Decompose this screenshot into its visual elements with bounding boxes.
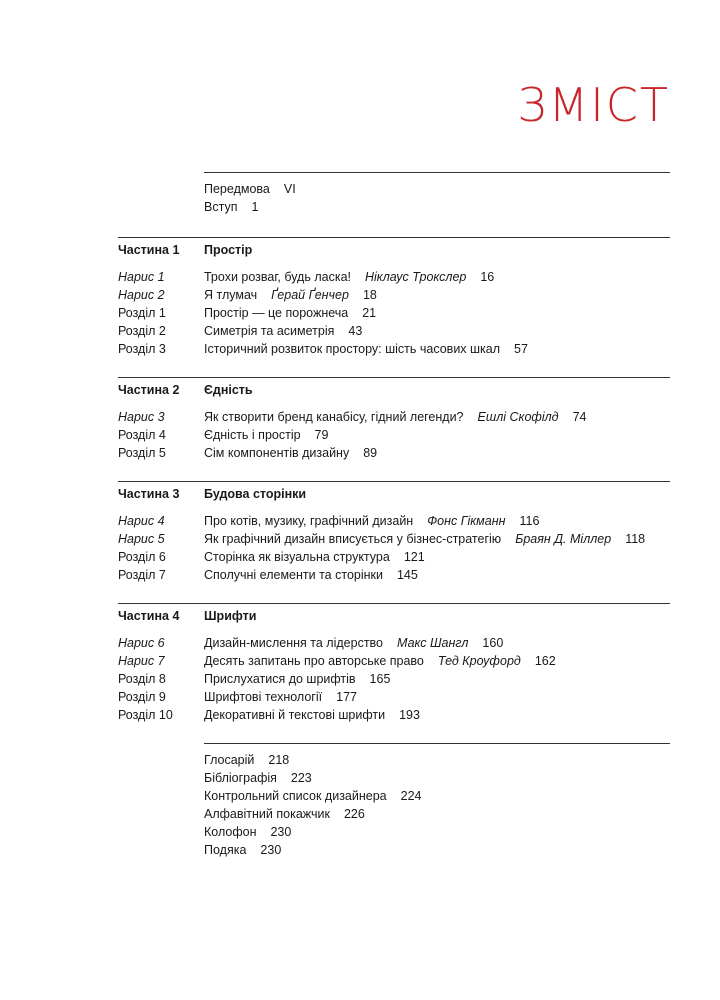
entry-title: Симетрія та асиметрія xyxy=(204,324,335,338)
entry-page: 177 xyxy=(336,690,357,704)
entry-author: Браян Д. Міллер xyxy=(515,532,612,546)
toc-entry[interactable] xyxy=(118,286,670,304)
part-label: Частина 2 xyxy=(118,383,180,397)
entry-page: VI xyxy=(283,182,296,196)
toc-entry[interactable] xyxy=(118,444,670,462)
toc-entry[interactable] xyxy=(118,706,670,724)
entry-title: Про котів, музику, графічний дизайн xyxy=(204,514,414,528)
toc-entry[interactable] xyxy=(118,268,670,286)
entry-title: Дизайн-мислення та лідерство xyxy=(204,636,384,650)
entry-author: Ешлі Скофілд xyxy=(477,410,559,424)
toc-entry[interactable] xyxy=(118,652,670,670)
toc-entry[interactable] xyxy=(118,823,670,841)
entry-page: 193 xyxy=(399,708,420,722)
toc-entry[interactable] xyxy=(118,769,670,787)
part-title: Простір xyxy=(204,243,253,257)
entry-title: Бібліографія xyxy=(204,771,277,785)
front-matter xyxy=(118,173,670,216)
entry-label: Розділ 6 xyxy=(118,550,166,564)
part-title: Єдність xyxy=(204,383,253,397)
entry-page: 224 xyxy=(400,789,422,803)
entry-page: 21 xyxy=(362,306,377,320)
entry-label: Нарис 7 xyxy=(118,654,165,668)
entry-author: Фонс Гікманн xyxy=(427,514,506,528)
part-items xyxy=(118,260,670,358)
entry-title: Сторінка як візуальна структура xyxy=(204,550,390,564)
entry-title: Глосарій xyxy=(204,753,255,767)
entry-page: 160 xyxy=(482,636,504,650)
entry-label: Нарис 2 xyxy=(118,288,165,302)
entry-title: Єдність і простір xyxy=(204,428,301,442)
toc-entry[interactable] xyxy=(118,180,670,198)
entry-author: Ніклаус Трокслер xyxy=(365,270,467,284)
table-of-contents xyxy=(118,172,670,859)
entry-label: Нарис 4 xyxy=(118,514,165,528)
entry-author: Тед Кроуфорд xyxy=(437,654,521,668)
entry-page: 16 xyxy=(480,270,495,284)
toc-entry[interactable] xyxy=(118,548,670,566)
part-heading[interactable] xyxy=(118,380,670,400)
entry-page: 18 xyxy=(362,288,377,302)
toc-entry[interactable] xyxy=(118,512,670,530)
entry-page: 145 xyxy=(396,568,418,582)
entry-label: Нарис 5 xyxy=(118,532,165,546)
entry-title: Вступ xyxy=(204,200,238,214)
entry-title: Колофон xyxy=(204,825,257,839)
entry-label: Розділ 1 xyxy=(118,306,166,320)
entry-title: Передмова xyxy=(204,182,270,196)
back-matter xyxy=(118,744,670,859)
toc-entry[interactable] xyxy=(118,787,670,805)
entry-title: Історичний розвиток простору: шість часових шкал xyxy=(204,342,501,356)
entry-label: Нарис 6 xyxy=(118,636,165,650)
toc-entry[interactable] xyxy=(118,198,670,216)
toc-entry[interactable] xyxy=(118,670,670,688)
entry-page: 43 xyxy=(348,324,363,338)
part-items xyxy=(118,626,670,724)
toc-entry[interactable] xyxy=(118,634,670,652)
entry-page: 230 xyxy=(260,843,282,857)
part-rule xyxy=(118,603,670,604)
entry-page: 74 xyxy=(572,410,587,424)
toc-entry[interactable] xyxy=(118,340,670,358)
part-label: Частина 4 xyxy=(118,609,180,623)
part-rule xyxy=(118,481,670,482)
toc-entry[interactable] xyxy=(118,805,670,823)
entry-page: 226 xyxy=(343,807,365,821)
entry-page: 89 xyxy=(363,446,378,460)
entry-label: Розділ 4 xyxy=(118,428,166,442)
entry-label: Розділ 5 xyxy=(118,446,166,460)
toc-entry[interactable] xyxy=(118,304,670,322)
entry-title: Алфавітний покажчик xyxy=(204,807,330,821)
entry-title: Сполучні елементи та сторінки xyxy=(204,568,383,582)
part-items xyxy=(118,504,670,584)
part-title: Будова сторінки xyxy=(204,487,307,501)
entry-label: Розділ 8 xyxy=(118,672,166,686)
entry-title: Як створити бренд канабісу, гідний легенди? xyxy=(204,410,464,424)
entry-page: 162 xyxy=(534,654,556,668)
entry-title: Контрольний список дизайнера xyxy=(204,789,387,803)
entry-title: Сім компонентів дизайну xyxy=(204,446,350,460)
entry-label: Розділ 9 xyxy=(118,690,166,704)
entry-title: Подяка xyxy=(204,843,247,857)
part-heading[interactable] xyxy=(118,240,670,260)
entry-label: Нарис 3 xyxy=(118,410,165,424)
entry-page: 218 xyxy=(268,753,290,767)
entry-page: 165 xyxy=(369,672,391,686)
toc-entry[interactable] xyxy=(118,688,670,706)
toc-entry[interactable] xyxy=(118,566,670,584)
toc-entry[interactable] xyxy=(118,530,670,548)
toc-entry[interactable] xyxy=(118,426,670,444)
entry-page: 116 xyxy=(519,514,540,528)
toc-entry[interactable] xyxy=(118,751,670,769)
part-rule xyxy=(118,237,670,238)
entry-page: 1 xyxy=(251,200,259,214)
part-heading[interactable] xyxy=(118,606,670,626)
part-label: Частина 3 xyxy=(118,487,180,501)
toc-entry[interactable] xyxy=(118,322,670,340)
part-label: Частина 1 xyxy=(118,243,180,257)
part-items xyxy=(118,400,670,462)
entry-title: Я тлумач xyxy=(204,288,258,302)
part-heading[interactable] xyxy=(118,484,670,504)
entry-page: 223 xyxy=(290,771,312,785)
entry-label: Розділ 10 xyxy=(118,708,173,722)
entry-title: Декоративні й текстові шрифти xyxy=(204,708,386,722)
part-title: Шрифти xyxy=(204,609,257,623)
entry-label: Розділ 3 xyxy=(118,342,166,356)
toc-entry[interactable] xyxy=(118,408,670,426)
entry-title: Як графічний дизайн вписується у бізнес-стратегію xyxy=(204,532,502,546)
entry-title: Прислухатися до шрифтів xyxy=(204,672,356,686)
entry-page: 121 xyxy=(403,550,425,564)
entry-title: Трохи розваг, будь ласка! xyxy=(204,270,351,284)
page-title: ЗМІСТ xyxy=(517,78,670,132)
entry-label: Розділ 2 xyxy=(118,324,166,338)
entry-title: Шрифтові технології xyxy=(204,690,323,704)
entry-title: Простір — це порожнеча xyxy=(204,306,349,320)
entry-label: Розділ 7 xyxy=(118,568,166,582)
entry-author: Ґерай Ґенчер xyxy=(271,288,349,302)
entry-label: Нарис 1 xyxy=(118,270,165,284)
entry-author: Макс Шангл xyxy=(397,636,469,650)
entry-page: 118 xyxy=(625,532,646,546)
toc-entry[interactable] xyxy=(118,841,670,859)
part-rule xyxy=(118,377,670,378)
entry-page: 79 xyxy=(314,428,329,442)
entry-title: Десять запитань про авторське право xyxy=(204,654,424,668)
entry-page: 57 xyxy=(514,342,528,356)
entry-page: 230 xyxy=(270,825,292,839)
